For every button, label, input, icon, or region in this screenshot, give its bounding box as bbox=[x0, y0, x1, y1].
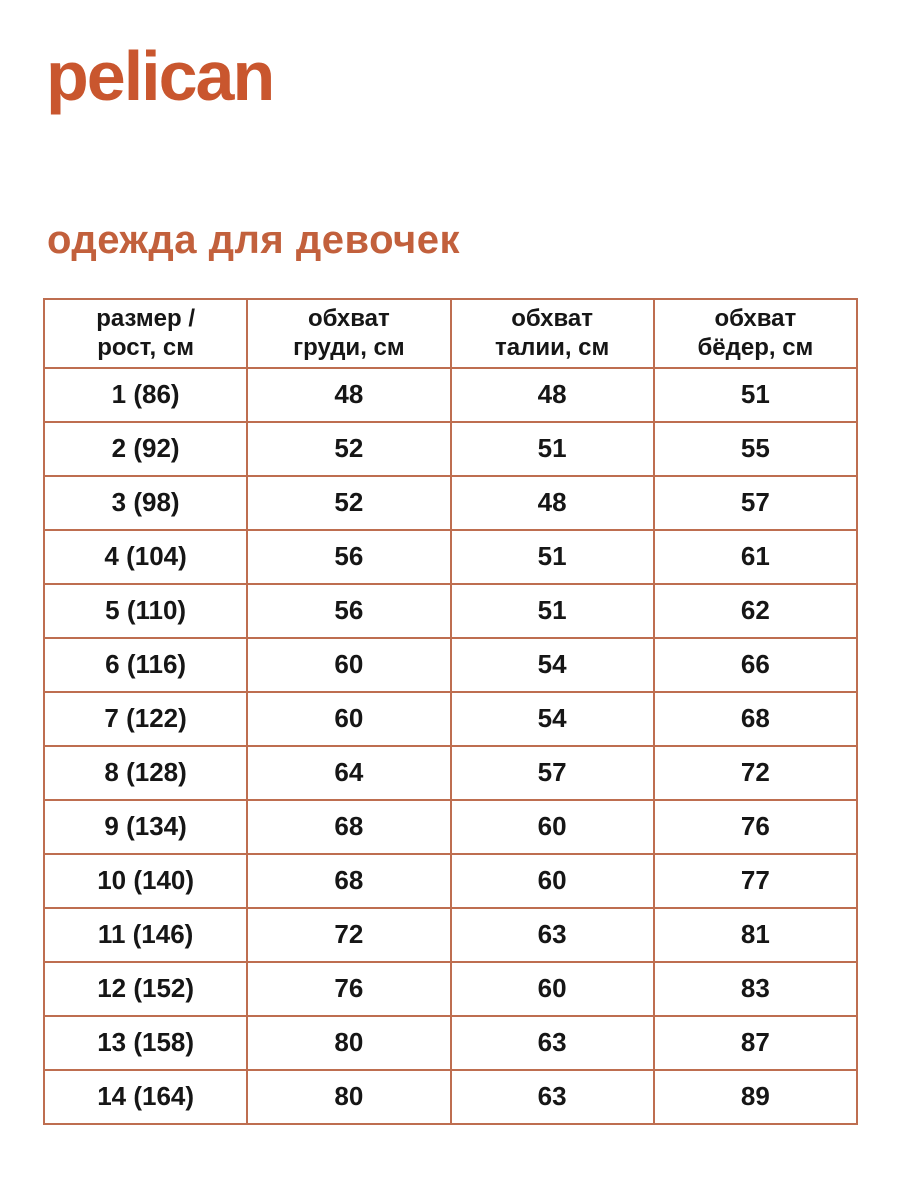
chest-cell: 68 bbox=[247, 854, 450, 908]
size-cell: 4 (104) bbox=[44, 530, 247, 584]
waist-cell: 63 bbox=[451, 1016, 654, 1070]
size-cell: 12 (152) bbox=[44, 962, 247, 1016]
hips-cell: 62 bbox=[654, 584, 857, 638]
table-row bbox=[44, 638, 857, 692]
hips-cell: 61 bbox=[654, 530, 857, 584]
waist-cell: 57 bbox=[451, 746, 654, 800]
size-cell: 1 (86) bbox=[44, 368, 247, 422]
header-line: груди, см bbox=[293, 334, 405, 362]
table-row bbox=[44, 530, 857, 584]
waist-cell: 63 bbox=[451, 1070, 654, 1124]
table-row bbox=[44, 368, 857, 422]
header-line: обхват bbox=[511, 305, 594, 332]
hips-cell: 76 bbox=[654, 800, 857, 854]
hips-cell: 81 bbox=[654, 908, 857, 962]
table-row bbox=[44, 1070, 857, 1124]
chest-cell: 80 bbox=[247, 1070, 450, 1124]
header-line: талии, см bbox=[494, 334, 610, 362]
waist-cell: 51 bbox=[451, 584, 654, 638]
table-row bbox=[44, 854, 857, 908]
waist-cell: 60 bbox=[451, 800, 654, 854]
waist-cell: 54 bbox=[451, 638, 654, 692]
size-cell: 2 (92) bbox=[44, 422, 247, 476]
hips-cell: 68 bbox=[654, 692, 857, 746]
header-line: размер / bbox=[96, 305, 195, 332]
hips-cell: 72 bbox=[654, 746, 857, 800]
header-line: обхват bbox=[307, 305, 390, 332]
table-row bbox=[44, 422, 857, 476]
header-line: обхват bbox=[714, 305, 797, 332]
column-header-size bbox=[44, 299, 247, 368]
column-header-hips bbox=[654, 299, 857, 368]
chest-cell: 52 bbox=[247, 476, 450, 530]
chest-cell: 72 bbox=[247, 908, 450, 962]
column-header-chest bbox=[247, 299, 450, 368]
header-line: рост, см bbox=[97, 334, 194, 362]
header-row bbox=[44, 299, 857, 368]
chest-cell: 60 bbox=[247, 638, 450, 692]
waist-cell: 51 bbox=[451, 422, 654, 476]
chest-cell: 68 bbox=[247, 800, 450, 854]
hips-cell: 87 bbox=[654, 1016, 857, 1070]
column-header-waist bbox=[451, 299, 654, 368]
waist-cell: 48 bbox=[451, 368, 654, 422]
size-cell: 9 (134) bbox=[44, 800, 247, 854]
hips-cell: 89 bbox=[654, 1070, 857, 1124]
waist-cell: 63 bbox=[451, 908, 654, 962]
hips-cell: 77 bbox=[654, 854, 857, 908]
waist-cell: 60 bbox=[451, 854, 654, 908]
table-row bbox=[44, 908, 857, 962]
chest-cell: 76 bbox=[247, 962, 450, 1016]
size-cell: 13 (158) bbox=[44, 1016, 247, 1070]
hips-cell: 51 bbox=[654, 368, 857, 422]
hips-cell: 55 bbox=[654, 422, 857, 476]
size-cell: 14 (164) bbox=[44, 1070, 247, 1124]
hips-cell: 57 bbox=[654, 476, 857, 530]
table-row bbox=[44, 746, 857, 800]
chest-cell: 60 bbox=[247, 692, 450, 746]
table-row bbox=[44, 800, 857, 854]
table-row bbox=[44, 476, 857, 530]
size-cell: 10 (140) bbox=[44, 854, 247, 908]
waist-cell: 51 bbox=[451, 530, 654, 584]
waist-cell: 54 bbox=[451, 692, 654, 746]
table-row bbox=[44, 1016, 857, 1070]
header-line: бёдер, см bbox=[697, 334, 814, 362]
chest-cell: 52 bbox=[247, 422, 450, 476]
table-row bbox=[44, 584, 857, 638]
hips-cell: 66 bbox=[654, 638, 857, 692]
size-cell: 5 (110) bbox=[44, 584, 247, 638]
hips-cell: 83 bbox=[654, 962, 857, 1016]
waist-cell: 60 bbox=[451, 962, 654, 1016]
size-cell: 6 (116) bbox=[44, 638, 247, 692]
table-row bbox=[44, 962, 857, 1016]
size-table bbox=[43, 298, 858, 1125]
size-cell: 8 (128) bbox=[44, 746, 247, 800]
table-row bbox=[44, 692, 857, 746]
chest-cell: 56 bbox=[247, 584, 450, 638]
size-cell: 3 (98) bbox=[44, 476, 247, 530]
chest-cell: 64 bbox=[247, 746, 450, 800]
chest-cell: 48 bbox=[247, 368, 450, 422]
brand-logo: pelican bbox=[46, 37, 274, 115]
page-title: одежда для девочек bbox=[47, 218, 461, 262]
waist-cell: 48 bbox=[451, 476, 654, 530]
chest-cell: 80 bbox=[247, 1016, 450, 1070]
size-cell: 7 (122) bbox=[44, 692, 247, 746]
chest-cell: 56 bbox=[247, 530, 450, 584]
size-cell: 11 (146) bbox=[44, 908, 247, 962]
